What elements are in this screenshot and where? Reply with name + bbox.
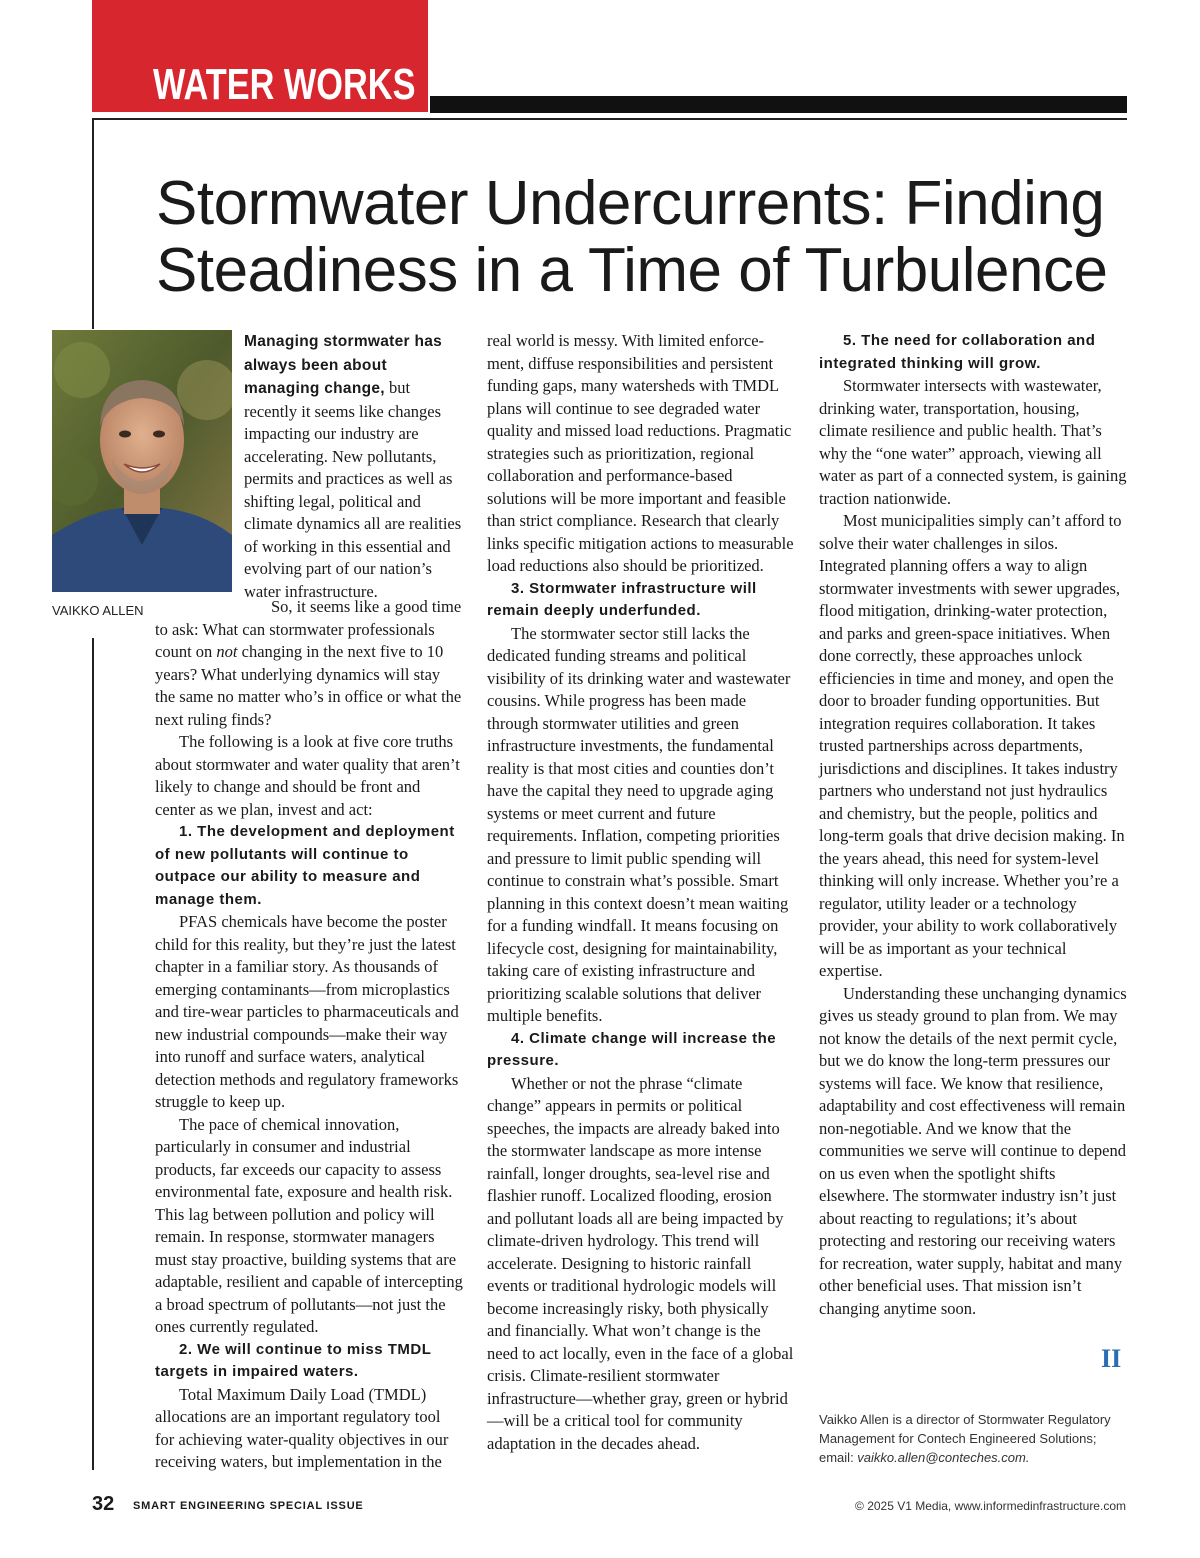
- column-1-upper: [244, 330, 464, 603]
- paragraph: Most municipalities simply can’t afford to solve their water challenges in silos. Integrated planning offers a way to align stormwater investments with sewer upgrades, flood mitigation, drinking-water protection, and parks and green-space initiatives. When done correctly, these approaches unlock efficiencies in time and money, and open the door to broader funding opportunities. But integration requires collaboration. It takes trusted partnerships across departments, jurisdictions and disciplines. It takes industry partners who understand not just hydraulics and chemistry, but the people, politics and long-term goals that drive decision making. In the years ahead, this need for system-level thinking will only increase. Whether you’re a regulator, utility leader or a technology provider, your ability to work collaboratively will be as important as your technical expertise.: [819, 511, 1125, 980]
- paragraph: PFAS chemicals have become the poster child for this reality, but they’re just the latest chapter in a familiar story. As thousands of emerging contaminants—from microplastics and tire-wear particles to pharmaceuticals and new industrial compounds—make their way into runoff and surface waters, analytical detection methods and regulatory frameworks struggle to keep up.: [155, 912, 459, 1111]
- subhead-5: 5. The need for collaboration and integrated thinking will grow.: [819, 332, 1096, 372]
- issue-name: SMART ENGINEERING SPECIAL ISSUE: [133, 1500, 364, 1512]
- bio-text: Vaikko Allen is a director of Stormwater Regulatory Management for Contech Engineered Solutions; email:: [819, 1412, 1111, 1465]
- column-3: [819, 330, 1127, 1320]
- lead-paragraph: [244, 330, 464, 603]
- section-label: WATER WORKS: [153, 60, 416, 109]
- author-photo: [52, 330, 232, 592]
- subhead-1: 1. The development and deployment of new pollutants will continue to outpace our ability to measure and manage them.: [155, 823, 455, 908]
- paragraph: [155, 596, 463, 731]
- column-2: [487, 330, 795, 1455]
- header-bar: [430, 96, 1127, 113]
- frame-rule-top: [92, 118, 1127, 120]
- paragraph-text: changing in the next five to 10 years? What underlying dynamics will stay the same no matter who’s in office or what the next ruling finds?: [155, 642, 462, 729]
- paragraph: The pace of chemical innovation, particularly in consumer and industrial products, far exceeds our capacity to assess environmental fate, exposure and health risk. This lag between pollution and policy will remain. In response, stormwater managers must stay proactive, building systems that are adaptable, resilient and capable of intercepting a broad spectrum of pollutants—not just the ones currently regulated.: [155, 1114, 463, 1336]
- bio-email: vaikko.allen@conteches.com.: [857, 1450, 1030, 1465]
- paragraph: Total Maximum Daily Load (TMDL) allocations are an important regulatory tool for achieving water-quality objectives in our receiving waters, but implementation in the: [155, 1384, 449, 1471]
- emphasis-text: not: [216, 642, 238, 661]
- subhead-2: 2. We will continue to miss TMDL targets in impaired waters.: [155, 1340, 432, 1380]
- column-1-lower: [155, 596, 463, 1474]
- end-mark-icon: II: [1101, 1344, 1122, 1373]
- frame-rule-left-lower: [92, 638, 94, 1470]
- copyright-line: © 2025 V1 Media, www.informedinfrastructure.com: [855, 1499, 1126, 1513]
- author-bio: [819, 1410, 1119, 1467]
- article-headline: Stormwater Undercurrents: Finding Steadiness in a Time of Turbulence: [156, 169, 1108, 305]
- paragraph: The stormwater sector still lacks the dedicated funding streams and political visibility of its drinking water and wastewater cousins. While progress has been made through stormwater utilities and green infrastructure investments, the fundamental reality is that most cities and counties don’t have the capital they need to upgrade aging systems or meet current and future requirements. Inflation, competing priorities and pressure to limit public spending will continue to constrain what’s possible. Smart planning in this context doesn’t mean waiting for a funding windfall. It means focusing on lifecycle cost, designing for maintainability, taking care of existing infrastructure and prioritizing scalable solutions that deliver multiple benefits.: [487, 623, 791, 1025]
- paragraph: Understanding these unchanging dynamics gives us steady ground to plan from. We may not know the details of the next permit cycle, but we do know the long-term pressures our systems will face. We know that resilience, adaptability and cost effectiveness will remain non-negotiable. And we know that the communities we serve will continue to depend on us even when the spotlight shifts elsewhere. The stormwater industry isn’t just about reacting to regulations; it’s about protecting and restoring our receiving waters for recreation, water supply, habitat and many other beneficial uses. That mission isn’t changing anytime soon.: [819, 983, 1127, 1318]
- subhead-3: 3. Stormwater infrastructure will remain deeply underfunded.: [487, 579, 757, 619]
- paragraph: The following is a look at five core truths about stormwater and water quality that aren’t likely to change and should be front and center as we plan, invest and act:: [155, 732, 460, 819]
- paragraph-text: So, it seems like a good time to ask: What can stormwater professionals count on: [155, 597, 462, 661]
- page-number: 32: [92, 1493, 115, 1515]
- lead-text: but recently it seems like changes impacting our industry are accelerating. New pollutants, permits and practices as well as shifting legal, political and climate dynamics all are realities of working in this essential and evolving part of our nation’s water infrastructure.: [244, 378, 462, 601]
- paragraph: Stormwater intersects with wastewater, drinking water, transportation, housing, climate resilience and public health. That’s why the “one water” approach, viewing all water as part of a connected system, is gaining traction nationwide.: [819, 376, 1127, 508]
- paragraph: Whether or not the phrase “climate change” appears in permits or political speeches, the impacts are already baked into the stormwater landscape as more intense rainfall, longer droughts, sea-level rise and flashier runoff. Localized flooding, erosion and pollutant loads all are being impacted by climate-driven hydrology. This trend will accelerate. Designing to historic rainfall events or traditional hydrologic models will become increasingly risky, both physically and financially. What won’t change is the need to act locally, even in the face of a global crisis. Climate-resilient stormwater infrastructure—whether gray, green or hybrid—will be a critical tool for community adaptation in the decades ahead.: [487, 1073, 794, 1453]
- lead-bold: Managing stormwater has always been about managing change,: [244, 333, 443, 397]
- subhead-4: 4. Climate change will increase the pressure.: [487, 1029, 777, 1069]
- photo-credit: VAIKKO ALLEN: [52, 603, 144, 618]
- paragraph: real world is messy. With limited enforcement, diffuse responsibilities and persistent funding gaps, many watersheds with TMDL plans will continue to see degraded water quality and missed load reductions. Pragmatic strategies such as prioritization, regional collaboration and performance-based solutions will be more important and feasible than strict compliance. Research that clearly links specific mitigation actions to measurable load reductions also should be prioritized.: [487, 331, 794, 575]
- frame-rule-left: [92, 118, 94, 329]
